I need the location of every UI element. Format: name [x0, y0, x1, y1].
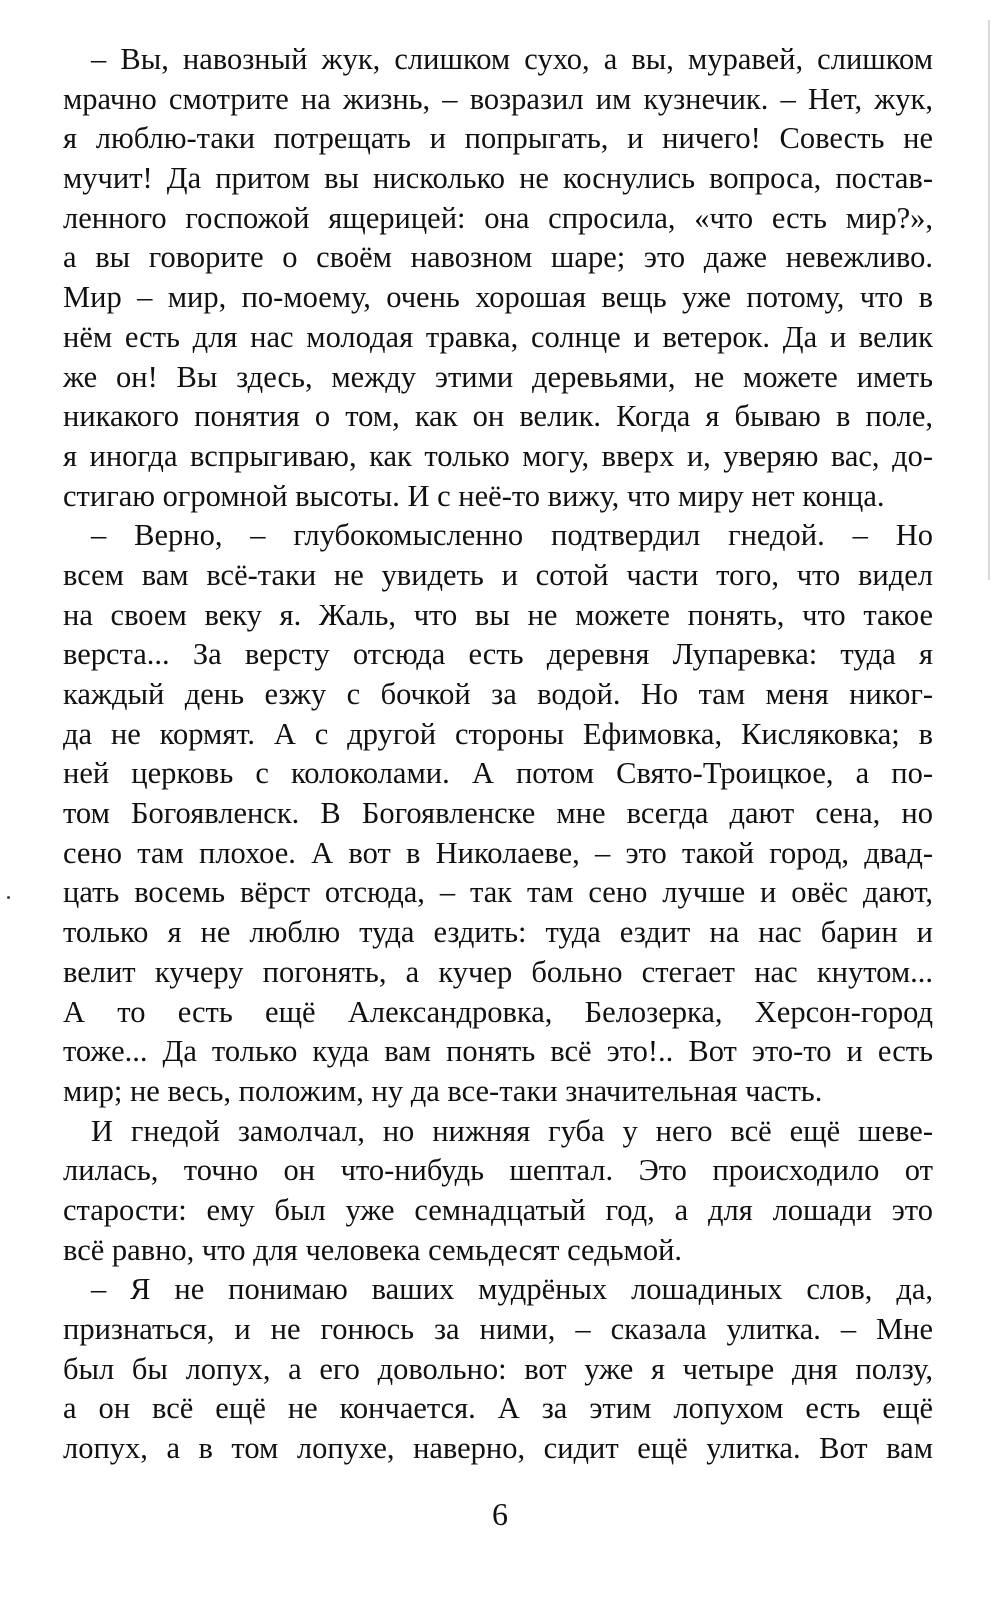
text-line: старости: ему был уже семнадцатый год, а для лошади это: [63, 1192, 933, 1227]
text-line: только я не люблю туда ездить: туда ездит на нас барин и: [63, 915, 933, 950]
text-line: тоже... Да только куда вам понять всё это!.. Вот это-то и есть: [63, 1034, 933, 1069]
body-text: [63, 40, 933, 1469]
text-line: А то есть ещё Александровка, Белозерка, Херсон-город: [63, 994, 933, 1029]
text-line: а он всё ещё не кончается. А за этим лопухом есть ещё: [63, 1391, 933, 1426]
text-line: был бы лопух, а его довольно: вот уже я четыре дня ползу,: [63, 1351, 933, 1386]
scan-edge-mark: [988, 20, 990, 580]
text-line: мир; не весь, положим, ну да все-таки значительная часть.: [63, 1073, 823, 1108]
text-line: на своем веку я. Жаль, что вы не можете понять, что такое: [63, 597, 933, 632]
text-line: признаться, и не гонюсь за ними, – сказала улитка. – Мне: [63, 1312, 933, 1346]
text-line: мучит! Да притом вы нисколько не коснулись вопроса, постав-: [63, 161, 933, 196]
scan-speck: [7, 896, 10, 899]
text-line: И гнедой замолчал, но нижняя губа у него всё ещё шеве-: [91, 1113, 933, 1148]
text-line: я иногда вспрыгиваю, как только могу, вверх и, уверяю вас, до-: [63, 438, 933, 473]
text-line: ленного госпожой ящерицей: она спросила, «что есть мир?»,: [63, 200, 933, 235]
text-line: Мир – мир, по-моему, очень хорошая вещь уже потому, что в: [63, 280, 933, 315]
text-line: том Богоявленск. В Богоявленске мне всегда дают сена, но: [63, 796, 933, 831]
text-line: стигаю огромной высоты. И с неё-то вижу, что миру нет конца.: [63, 478, 885, 513]
text-line: никакого понятия о том, как он велик. Когда я бываю в поле,: [63, 399, 933, 434]
text-line: верста... За версту отсюда есть деревня Лупаревка: туда я: [63, 637, 933, 672]
text-line: а вы говорите о своём навозном шаре; это даже невежливо.: [63, 240, 933, 275]
text-line: всем вам всё-таки не увидеть и сотой части того, что видел: [63, 557, 933, 592]
text-line: нём есть для нас молодая травка, солнце и ветерок. Да и велик: [63, 319, 933, 354]
text-line: велит кучеру погонять, а кучер больно стегает нас кнутом...: [63, 954, 933, 989]
text-line: ней церковь с колоколами. А потом Свято-Троицкое, а по-: [63, 756, 933, 791]
text-line: я люблю-таки потрещать и попрыгать, и ничего! Совесть не: [63, 121, 933, 156]
text-line: же он! Вы здесь, между этими деревьями, не можете иметь: [63, 359, 933, 394]
text-line: да не кормят. А с другой стороны Ефимовка, Кисляковка; в: [63, 716, 933, 751]
text-line: цать восемь вёрст отсюда, – так там сено лучше и овёс дают,: [63, 875, 933, 910]
text-line: каждый день езжу с бочкой за водой. Но там меня никог-: [63, 677, 933, 711]
text-line: – Я не понимаю ваших мудрёных лошадиных слов, да,: [91, 1272, 933, 1307]
text-line: всё равно, что для человека семьдесят седьмой.: [63, 1232, 683, 1267]
text-line: лилась, точно он что-нибудь шептал. Это происходило от: [63, 1153, 933, 1188]
text-line: мрачно смотрите на жизнь, – возразил им кузнечик. – Нет, жук,: [63, 81, 933, 116]
text-line: лопух, а в том лопухе, наверно, сидит ещё улитка. Вот вам: [63, 1431, 933, 1466]
page-number: 6: [492, 1496, 508, 1532]
text-line: сено там плохое. А вот в Николаеве, – это такой город, двад-: [63, 835, 933, 870]
text-line: – Верно, – глубокомысленно подтвердил гнедой. – Но: [91, 518, 933, 553]
text-line: – Вы, навозный жук, слишком сухо, а вы, муравей, слишком: [91, 42, 933, 76]
